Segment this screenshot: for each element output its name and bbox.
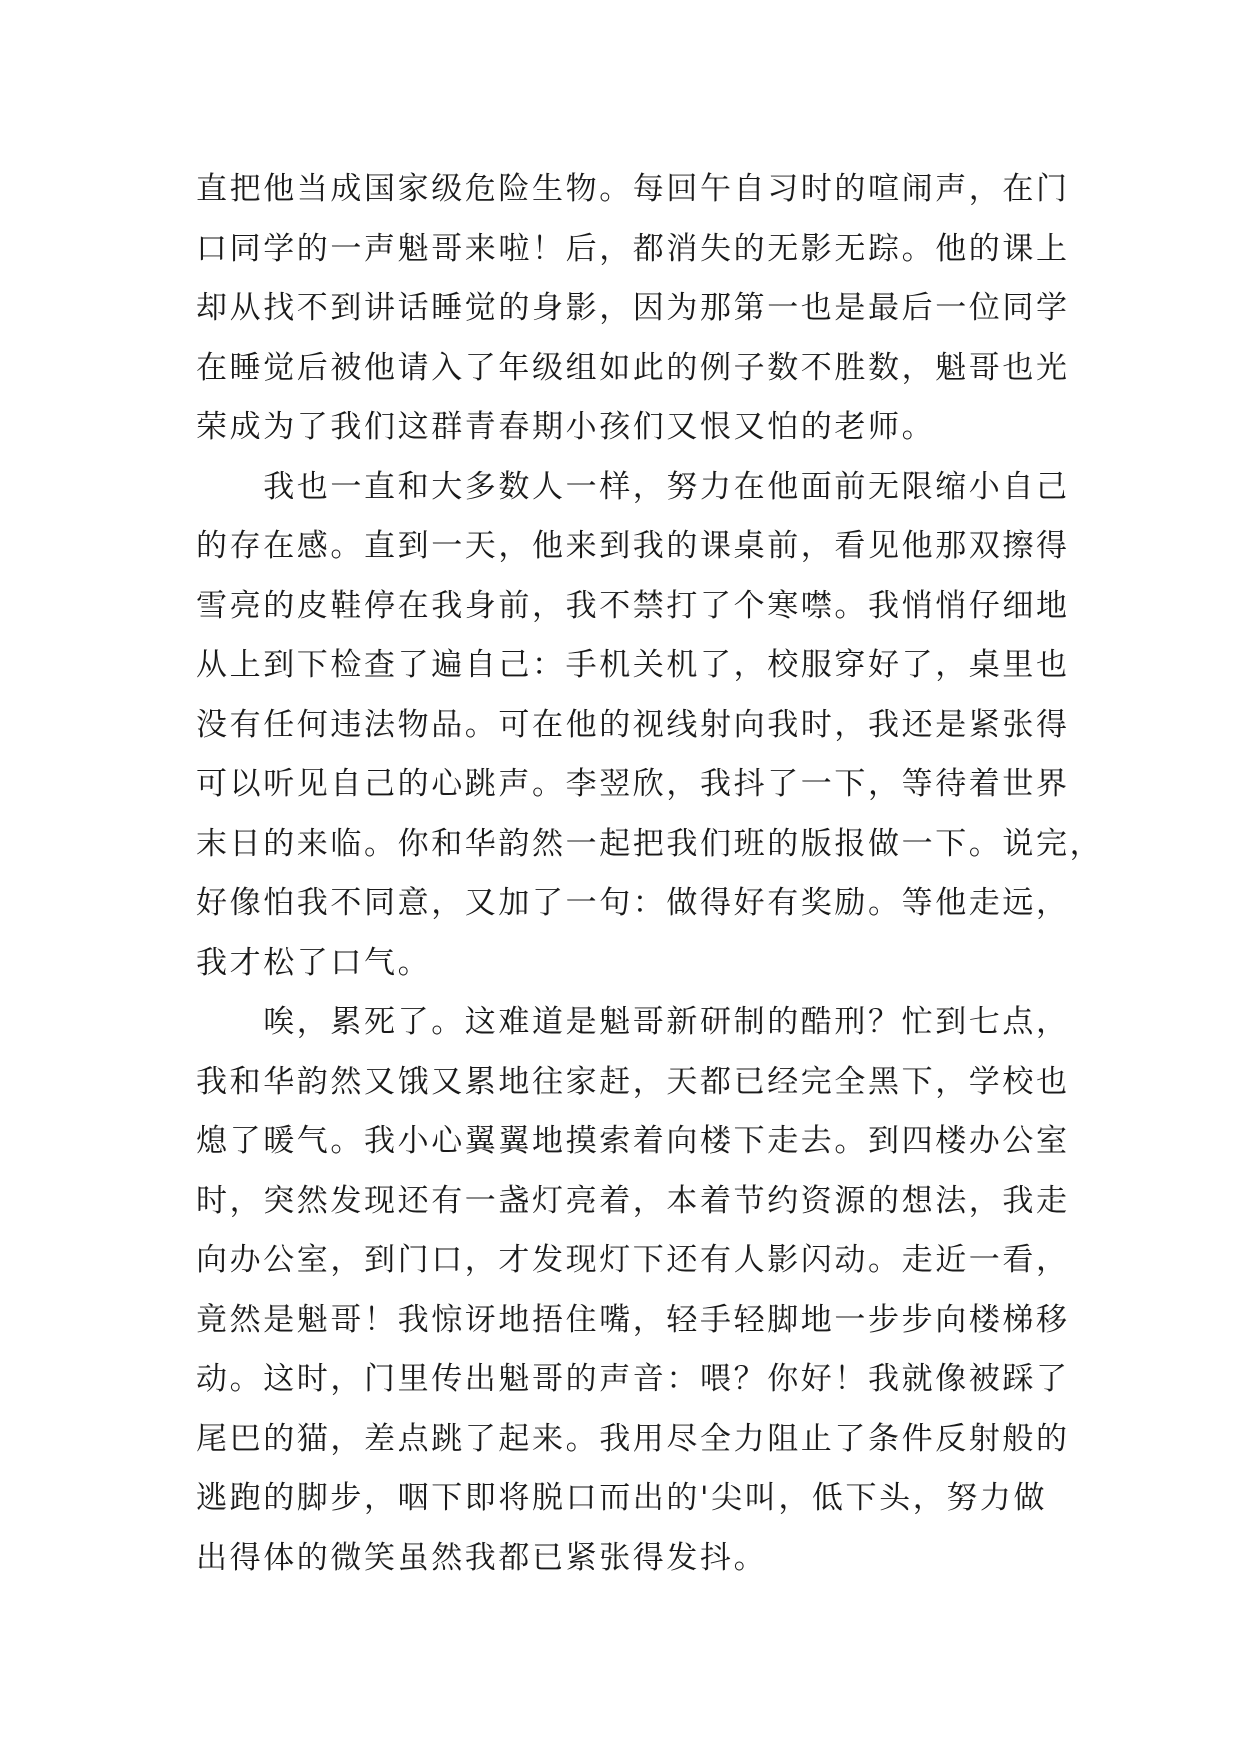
text-line: 口同学的一声魁哥来啦！后，都消失的无影无踪。他的课上: [196, 230, 1070, 267]
text-line: 我才松了口气。: [196, 944, 432, 981]
text-line: 没有任何违法物品。可在他的视线射向我时，我还是紧张得: [196, 706, 1070, 743]
text-line: 出得体的微笑虽然我都已紧张得发抖。: [196, 1539, 768, 1576]
text-line: 末日的来临。你和华韵然一起把我们班的版报做一下。说完，: [196, 825, 1104, 862]
text-line: 却从找不到讲话睡觉的身影，因为那第一也是最后一位同学: [196, 290, 1070, 326]
text-line: 我和华韵然又饿又累地往家赶，天都已经完全黑下，学校也: [196, 1063, 1070, 1100]
text-line: 向办公室，到门口，才发现灯下还有人影闪动。走近一看，: [196, 1242, 1070, 1278]
text-line: 从上到下检查了遍自己：手机关机了，校服穿好了，桌里也: [196, 647, 1070, 683]
text-line: 荣成为了我们这群青春期小孩们又恨又怕的老师。: [196, 409, 936, 445]
text-line: 唉，累死了。这难道是魁哥新研制的酷刑？忙到七点，: [196, 1004, 1070, 1040]
text-line: 的存在感。直到一天，他来到我的课桌前，看见他那双擦得: [196, 528, 1070, 564]
text-line: 直把他当成国家级危险生物。每回午自习时的喧闹声，在门: [196, 171, 1070, 207]
text-line: 尾巴的猫，差点跳了起来。我用尽全力阻止了条件反射般的: [196, 1420, 1070, 1457]
text-line: 竟然是魁哥！我惊讶地捂住嘴，轻手轻脚地一步步向楼梯移: [196, 1301, 1070, 1338]
text-line: 逃跑的脚步，咽下即将脱口而出的'尖叫，低下头，努力做: [196, 1480, 1048, 1516]
text-line: 我也一直和大多数人一样，努力在他面前无限缩小自己: [196, 468, 1070, 505]
text-line: 时，突然发现还有一盏灯亮着，本着节约资源的想法，我走: [196, 1182, 1070, 1219]
text-line: 动。这时，门里传出魁哥的声音：喂？你好！我就像被踩了: [196, 1361, 1070, 1397]
paragraph: [196, 458, 1104, 994]
paragraph: [196, 160, 1076, 458]
text-line: 可以听见自己的心跳声。李翌欣，我抖了一下，等待着世界: [196, 766, 1070, 802]
text-line: 雪亮的皮鞋停在我身前，我不禁打了个寒噤。我悄悄仔细地: [196, 587, 1070, 624]
paragraph: [196, 993, 1076, 1588]
document-body: [196, 160, 1104, 1588]
text-line: 熄了暖气。我小心翼翼地摸索着向楼下走去。到四楼办公室: [196, 1123, 1070, 1159]
text-line: 在睡觉后被他请入了年级组如此的例子数不胜数，魁哥也光: [196, 349, 1070, 386]
text-line: 好像怕我不同意，又加了一句：做得好有奖励。等他走远，: [196, 885, 1070, 921]
